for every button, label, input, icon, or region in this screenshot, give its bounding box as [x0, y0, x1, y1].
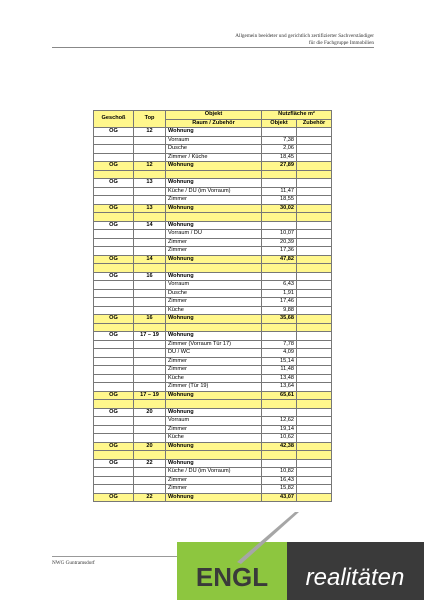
cell-top [134, 213, 166, 222]
engl-logo [177, 512, 424, 600]
cell-geschoss [94, 383, 134, 392]
cell-objekt-area [262, 128, 297, 137]
cell-geschoss [94, 476, 134, 485]
cell-geschoss [94, 374, 134, 383]
cell-raum: Zimmer [166, 196, 262, 205]
cell-geschoss [94, 306, 134, 315]
cell-top [134, 264, 166, 273]
cell-top [134, 298, 166, 307]
cell-top [134, 468, 166, 477]
cell-geschoss [94, 417, 134, 426]
cell-top [134, 281, 166, 290]
cell-objekt-area: 30,02 [262, 204, 297, 213]
cell-zubehoer-area [297, 255, 332, 264]
document-header [235, 33, 374, 47]
cell-geschoss [94, 298, 134, 307]
cell-geschoss [94, 289, 134, 298]
cell-zubehoer-area [297, 323, 332, 332]
cell-top: 13 [134, 204, 166, 213]
cell-raum: Küche [166, 306, 262, 315]
cell-geschoss [94, 281, 134, 290]
cell-zubehoer-area [297, 391, 332, 400]
cell-objekt-area: 15,14 [262, 357, 297, 366]
cell-geschoss: OG [94, 408, 134, 417]
cell-objekt-area: 42,38 [262, 442, 297, 451]
cell-top: 14 [134, 221, 166, 230]
table-row [94, 425, 332, 434]
table-row [94, 298, 332, 307]
cell-objekt-area: 17,46 [262, 298, 297, 307]
cell-geschoss: OG [94, 459, 134, 468]
table-row [94, 281, 332, 290]
cell-objekt-area: 47,82 [262, 255, 297, 264]
cell-top: 20 [134, 408, 166, 417]
table-row-spacer [94, 451, 332, 460]
table-row [94, 230, 332, 239]
cell-zubehoer-area [297, 145, 332, 154]
cell-objekt-area: 11,47 [262, 187, 297, 196]
cell-objekt-area: 43,07 [262, 493, 297, 502]
cell-objekt-area: 13,64 [262, 383, 297, 392]
cell-objekt-area: 2,06 [262, 145, 297, 154]
cell-geschoss [94, 340, 134, 349]
table-row [94, 196, 332, 205]
table-header-row [94, 111, 332, 120]
cell-zubehoer-area [297, 179, 332, 188]
cell-zubehoer-area [297, 493, 332, 502]
cell-zubehoer-area [297, 340, 332, 349]
cell-zubehoer-area [297, 408, 332, 417]
cell-objekt-area: 4,09 [262, 349, 297, 358]
cell-zubehoer-area [297, 213, 332, 222]
table-row [94, 289, 332, 298]
table-row-spacer [94, 264, 332, 273]
cell-geschoss [94, 323, 134, 332]
cell-zubehoer-area [297, 136, 332, 145]
cell-zubehoer-area [297, 128, 332, 137]
cell-top [134, 425, 166, 434]
table-row [94, 383, 332, 392]
cell-geschoss [94, 136, 134, 145]
cell-objekt-area: 20,39 [262, 238, 297, 247]
cell-raum: Vorraum [166, 417, 262, 426]
cell-zubehoer-area [297, 153, 332, 162]
table-row [94, 238, 332, 247]
table-row [94, 357, 332, 366]
cell-geschoss: OG [94, 255, 134, 264]
cell-zubehoer-area [297, 221, 332, 230]
cell-objekt-area: 18,55 [262, 196, 297, 205]
cell-objekt-area [262, 179, 297, 188]
header-geschoss: Geschoß [94, 111, 134, 128]
cell-top [134, 136, 166, 145]
table-row-total [94, 162, 332, 171]
table-row-total [94, 493, 332, 502]
cell-objekt-area [262, 170, 297, 179]
cell-objekt-area [262, 264, 297, 273]
cell-top [134, 196, 166, 205]
cell-raum: Wohnung [166, 493, 262, 502]
cell-raum: Zimmer [166, 485, 262, 494]
cell-raum: Dusche [166, 289, 262, 298]
cell-top: 12 [134, 162, 166, 171]
cell-geschoss: OG [94, 179, 134, 188]
cell-top: 16 [134, 315, 166, 324]
cell-raum: Wohnung [166, 272, 262, 281]
cell-objekt-area: 19,14 [262, 425, 297, 434]
table-row [94, 340, 332, 349]
cell-geschoss [94, 434, 134, 443]
table-row [94, 476, 332, 485]
table-row [94, 136, 332, 145]
cell-raum: Wohnung [166, 128, 262, 137]
area-table [93, 110, 332, 502]
cell-zubehoer-area [297, 281, 332, 290]
cell-zubehoer-area [297, 383, 332, 392]
header-top: Top [134, 111, 166, 128]
cell-geschoss: OG [94, 442, 134, 451]
cell-zubehoer-area [297, 315, 332, 324]
cell-geschoss [94, 357, 134, 366]
table-row [94, 417, 332, 426]
cell-objekt-area: 27,89 [262, 162, 297, 171]
cell-raum: Zimmer [166, 366, 262, 375]
cell-objekt-area: 15,82 [262, 485, 297, 494]
cell-geschoss [94, 349, 134, 358]
cell-raum [166, 170, 262, 179]
cell-raum [166, 400, 262, 409]
cell-objekt-area: 6,43 [262, 281, 297, 290]
cell-geschoss: OG [94, 128, 134, 137]
cell-zubehoer-area [297, 204, 332, 213]
header-objekt: Objekt [166, 111, 262, 120]
cell-raum: Wohnung [166, 408, 262, 417]
cell-geschoss [94, 451, 134, 460]
table-row-unit [94, 459, 332, 468]
cell-top [134, 476, 166, 485]
cell-geschoss: OG [94, 332, 134, 341]
header-line-1: Allgemein beeideter und gerichtlich zertifizierter Sachverständiger [235, 33, 374, 39]
cell-raum: Wohnung [166, 162, 262, 171]
cell-zubehoer-area [297, 485, 332, 494]
cell-zubehoer-area [297, 238, 332, 247]
cell-objekt-area [262, 272, 297, 281]
cell-top: 13 [134, 179, 166, 188]
table-row-unit [94, 332, 332, 341]
cell-raum: Vorraum / DU [166, 230, 262, 239]
cell-zubehoer-area [297, 366, 332, 375]
table-row-total [94, 204, 332, 213]
header-divider [52, 47, 374, 48]
cell-top [134, 247, 166, 256]
cell-objekt-area [262, 221, 297, 230]
cell-zubehoer-area [297, 442, 332, 451]
cell-objekt-area: 16,43 [262, 476, 297, 485]
logo-word-realitaeten: realitäten [305, 564, 405, 591]
cell-geschoss [94, 366, 134, 375]
table-row-total [94, 391, 332, 400]
cell-raum: Zimmer [166, 476, 262, 485]
table-row-unit [94, 179, 332, 188]
cell-geschoss: OG [94, 493, 134, 502]
cell-zubehoer-area [297, 434, 332, 443]
cell-geschoss [94, 264, 134, 273]
table-row-unit [94, 272, 332, 281]
cell-top [134, 187, 166, 196]
cell-geschoss: OG [94, 162, 134, 171]
cell-zubehoer-area [297, 196, 332, 205]
table-row-spacer [94, 170, 332, 179]
table-row [94, 306, 332, 315]
header-nutzflaeche: Nutzfläche m² [262, 111, 332, 120]
cell-raum: Küche [166, 434, 262, 443]
header-zubehoer-col: Zubehör [297, 119, 332, 128]
cell-raum: Wohnung [166, 332, 262, 341]
cell-raum: Wohnung [166, 315, 262, 324]
cell-objekt-area: 7,38 [262, 136, 297, 145]
cell-zubehoer-area [297, 289, 332, 298]
table-row [94, 187, 332, 196]
header-line-2: für die Fachgruppe Immobilien [309, 40, 374, 46]
table-row [94, 434, 332, 443]
cell-zubehoer-area [297, 357, 332, 366]
table-row [94, 247, 332, 256]
cell-top: 20 [134, 442, 166, 451]
cell-top [134, 289, 166, 298]
cell-objekt-area: 7,78 [262, 340, 297, 349]
cell-top [134, 366, 166, 375]
cell-objekt-area [262, 451, 297, 460]
cell-top [134, 349, 166, 358]
cell-geschoss: OG [94, 315, 134, 324]
cell-geschoss [94, 213, 134, 222]
cell-objekt-area: 9,88 [262, 306, 297, 315]
table-row [94, 468, 332, 477]
cell-raum: Wohnung [166, 255, 262, 264]
cell-geschoss: OG [94, 221, 134, 230]
table-row-unit [94, 221, 332, 230]
cell-raum: Zimmer / Küche [166, 153, 262, 162]
cell-top: 17 – 19 [134, 332, 166, 341]
cell-top [134, 238, 166, 247]
cell-raum: Zimmer (Tür 19) [166, 383, 262, 392]
cell-top [134, 485, 166, 494]
cell-raum [166, 323, 262, 332]
cell-geschoss [94, 170, 134, 179]
cell-raum: Zimmer [166, 357, 262, 366]
cell-zubehoer-area [297, 170, 332, 179]
logo-word-engl: ENGL [195, 562, 269, 592]
cell-raum: Dusche [166, 145, 262, 154]
cell-zubehoer-area [297, 349, 332, 358]
cell-zubehoer-area [297, 272, 332, 281]
cell-geschoss [94, 187, 134, 196]
cell-top: 22 [134, 493, 166, 502]
cell-top [134, 153, 166, 162]
cell-objekt-area: 65,61 [262, 391, 297, 400]
cell-top: 14 [134, 255, 166, 264]
cell-geschoss: OG [94, 272, 134, 281]
cell-zubehoer-area [297, 374, 332, 383]
table-row [94, 485, 332, 494]
cell-raum [166, 451, 262, 460]
cell-objekt-area [262, 323, 297, 332]
cell-objekt-area [262, 408, 297, 417]
table-row-spacer [94, 323, 332, 332]
cell-top [134, 400, 166, 409]
cell-objekt-area: 18,45 [262, 153, 297, 162]
cell-raum: Wohnung [166, 459, 262, 468]
cell-objekt-area: 10,62 [262, 434, 297, 443]
cell-zubehoer-area [297, 162, 332, 171]
cell-geschoss: OG [94, 204, 134, 213]
cell-geschoss [94, 153, 134, 162]
cell-top: 22 [134, 459, 166, 468]
cell-zubehoer-area [297, 468, 332, 477]
cell-objekt-area [262, 332, 297, 341]
cell-zubehoer-area [297, 476, 332, 485]
cell-zubehoer-area [297, 230, 332, 239]
cell-top [134, 357, 166, 366]
cell-zubehoer-area [297, 417, 332, 426]
cell-top [134, 306, 166, 315]
cell-top: 12 [134, 128, 166, 137]
cell-zubehoer-area [297, 425, 332, 434]
cell-raum: Vorraum [166, 136, 262, 145]
cell-raum: Vorraum [166, 281, 262, 290]
cell-geschoss [94, 400, 134, 409]
cell-zubehoer-area [297, 264, 332, 273]
cell-raum [166, 213, 262, 222]
cell-top [134, 340, 166, 349]
cell-top [134, 145, 166, 154]
cell-objekt-area: 17,36 [262, 247, 297, 256]
cell-top [134, 417, 166, 426]
footer-text: NWG Guntramsdorf [52, 560, 95, 566]
cell-geschoss [94, 238, 134, 247]
cell-objekt-area: 1,91 [262, 289, 297, 298]
cell-top [134, 434, 166, 443]
table-row-total [94, 315, 332, 324]
cell-objekt-area: 10,82 [262, 468, 297, 477]
cell-objekt-area: 10,07 [262, 230, 297, 239]
table-row [94, 153, 332, 162]
table-row [94, 145, 332, 154]
cell-top [134, 374, 166, 383]
cell-raum: Wohnung [166, 221, 262, 230]
cell-raum: DU / WC [166, 349, 262, 358]
cell-top [134, 451, 166, 460]
cell-geschoss [94, 145, 134, 154]
cell-objekt-area: 35,68 [262, 315, 297, 324]
cell-raum: Küche [166, 374, 262, 383]
cell-raum: Zimmer [166, 425, 262, 434]
cell-zubehoer-area [297, 187, 332, 196]
cell-raum: Zimmer [166, 247, 262, 256]
cell-raum: Zimmer [166, 298, 262, 307]
cell-zubehoer-area [297, 451, 332, 460]
table-row-spacer [94, 400, 332, 409]
header-raum: Raum / Zubehör [166, 119, 262, 128]
cell-top: 16 [134, 272, 166, 281]
cell-zubehoer-area [297, 306, 332, 315]
cell-geschoss [94, 468, 134, 477]
cell-top [134, 230, 166, 239]
header-objekt-col: Objekt [262, 119, 297, 128]
cell-zubehoer-area [297, 247, 332, 256]
cell-objekt-area [262, 213, 297, 222]
cell-top: 17 – 19 [134, 391, 166, 400]
cell-objekt-area: 11,48 [262, 366, 297, 375]
cell-raum: Zimmer (Vorraum Tür 17) [166, 340, 262, 349]
table-row-total [94, 255, 332, 264]
table-row-unit [94, 128, 332, 137]
cell-raum: Wohnung [166, 391, 262, 400]
cell-raum: Wohnung [166, 179, 262, 188]
cell-geschoss [94, 485, 134, 494]
cell-geschoss [94, 230, 134, 239]
table-row-total [94, 442, 332, 451]
table-row [94, 374, 332, 383]
table-row-unit [94, 408, 332, 417]
cell-raum: Küche / DU (im Vorraum) [166, 468, 262, 477]
cell-raum: Wohnung [166, 442, 262, 451]
cell-raum: Zimmer [166, 238, 262, 247]
cell-top [134, 323, 166, 332]
cell-zubehoer-area [297, 332, 332, 341]
table-row [94, 366, 332, 375]
cell-raum: Küche / DU (im Vorraum) [166, 187, 262, 196]
cell-geschoss [94, 196, 134, 205]
cell-geschoss [94, 425, 134, 434]
cell-raum: Wohnung [166, 204, 262, 213]
cell-geschoss [94, 247, 134, 256]
cell-geschoss: OG [94, 391, 134, 400]
table-row-spacer [94, 213, 332, 222]
cell-top [134, 170, 166, 179]
cell-objekt-area: 13,48 [262, 374, 297, 383]
cell-raum [166, 264, 262, 273]
cell-objekt-area [262, 400, 297, 409]
cell-zubehoer-area [297, 298, 332, 307]
cell-top [134, 383, 166, 392]
cell-objekt-area [262, 459, 297, 468]
table-row [94, 349, 332, 358]
cell-zubehoer-area [297, 459, 332, 468]
cell-zubehoer-area [297, 400, 332, 409]
cell-objekt-area: 12,62 [262, 417, 297, 426]
